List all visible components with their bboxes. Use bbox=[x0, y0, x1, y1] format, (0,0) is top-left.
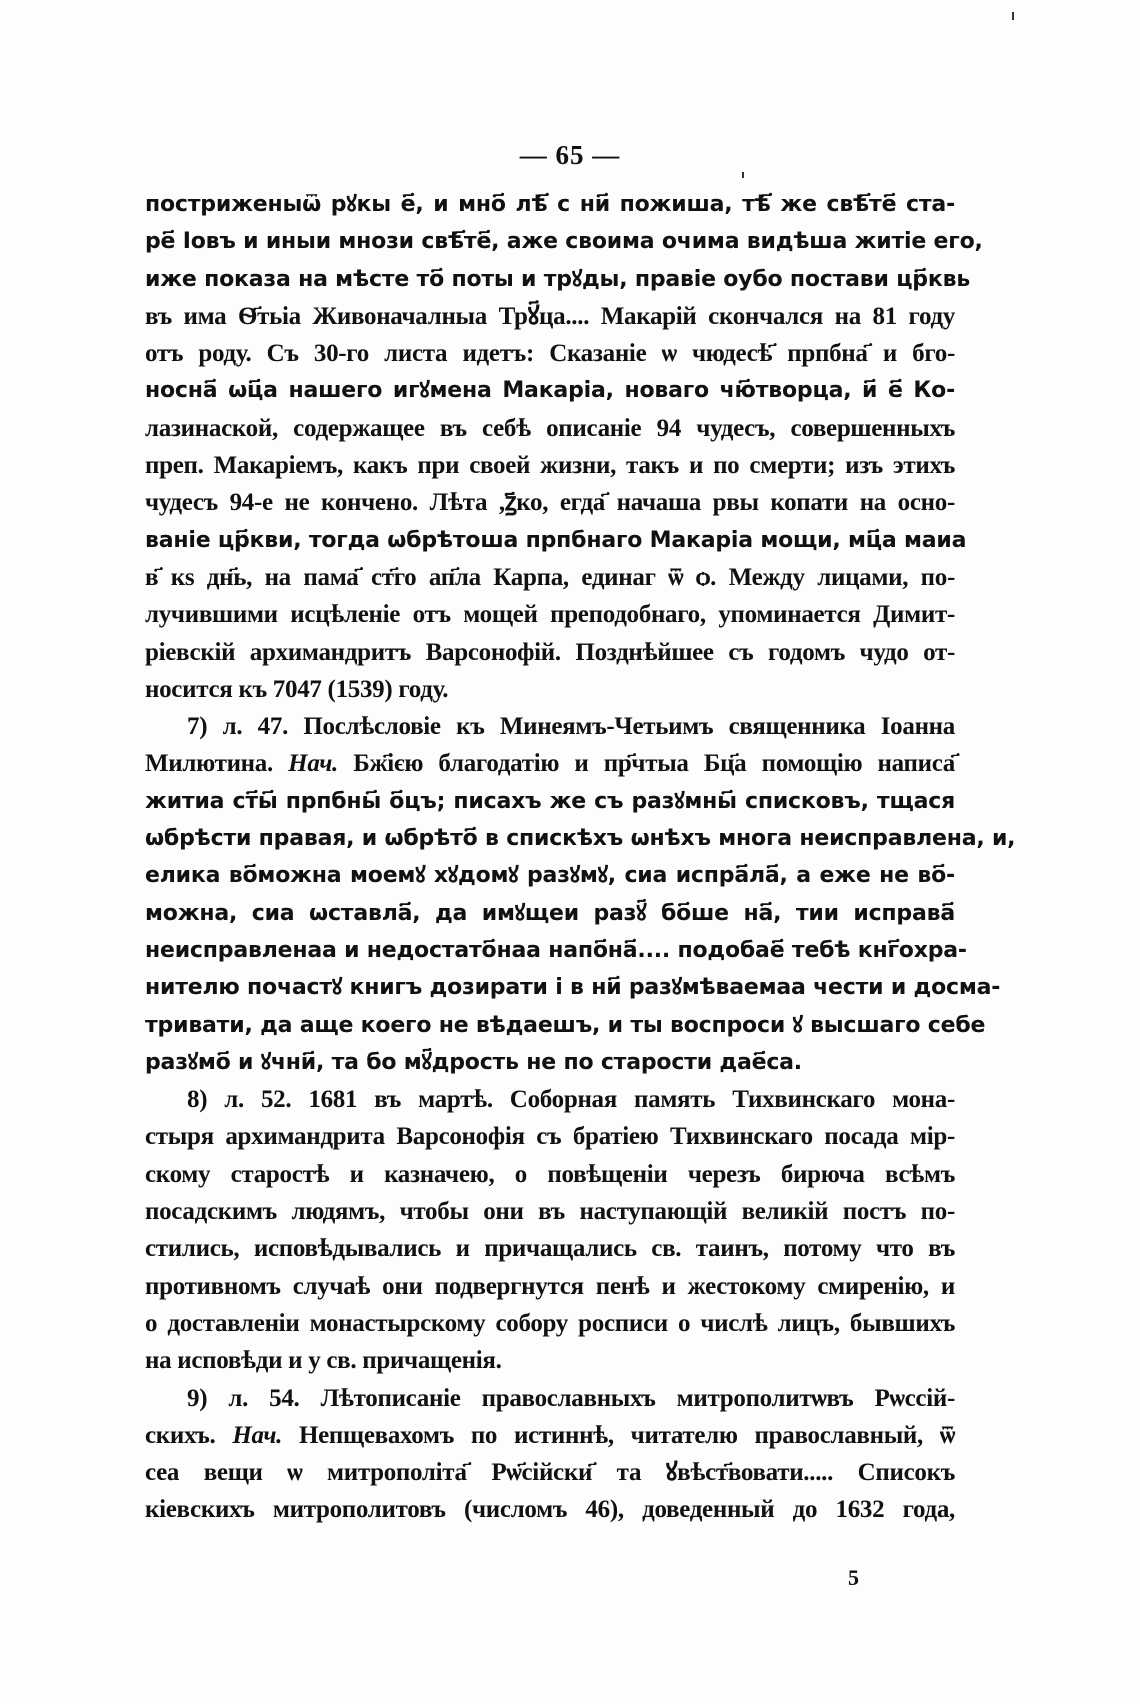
text-line: неисправленаа и недостато҃наа напо҃на҃.... подобае҃ тебѣ кнг҃охра- bbox=[145, 937, 967, 963]
text-line: нителю почастꙋ книгъ дозирати і в ни҃ разꙋмѣваемаа чести и досма- bbox=[145, 975, 1001, 1001]
text-line: Милютина. Нач. Бж҃ією благодатію и пр҃чтыа Бц҃а помощію написа҃ bbox=[145, 750, 955, 778]
text-line: ваніе цр҃кви, тогда ѡбрѣтоша прпбнаго Макаріа мощи, мц҃а маиа bbox=[145, 527, 967, 553]
text-line: посадскимъ людямъ, чтобы они въ наступающій великій постъ по- bbox=[145, 1198, 955, 1226]
text-line: противномъ случаѣ они подвергнутся пенѣ и жестокому смиренію, и bbox=[145, 1272, 955, 1300]
body-text bbox=[145, 186, 1016, 1529]
text-line: ре҃ Іовъ и иныи мнози свѣ҃те҃, аже своима очима видѣша житіе его, bbox=[145, 229, 983, 255]
text-line: лазинаской, содержащее въ себѣ описаніе 94 чудесъ, совершенныхъ bbox=[145, 414, 955, 442]
text-line: преп. Макаріемъ, какъ при своей жизни, такъ и по смерти; изъ этихъ bbox=[145, 452, 955, 480]
text-line: о доставленіи монастырскому собору росписи о числѣ лицъ, бывшихъ bbox=[145, 1309, 955, 1337]
text-line: в҃ кѕ дн҃ь, на пама҃ ст҃го ап҃ла Карпа, единаг ѿ ѻ. Между лицами, по- bbox=[145, 563, 955, 591]
text-line: тривати, да аще коего не вѣдаешъ, и ты воспроси ꙋ высшаго себе bbox=[145, 1012, 986, 1038]
text-line: ѡбрѣсти правая, и ѡбрѣто҃ в спискѣхъ ѡнѣхъ многа неисправлена, и, bbox=[145, 826, 1016, 852]
text-line: скихъ. Нач. Непщевахомъ по истиннѣ, читателю православный, ѿ bbox=[145, 1421, 955, 1449]
text-line: житиа ст҃ы҃ прпбны҃ о҃цъ; писахъ же съ разꙋмны҃ списковъ, тщася bbox=[145, 788, 955, 814]
text-line: скому старостѣ и казначею, о повѣщеніи черезъ бирюча всѣмъ bbox=[145, 1160, 955, 1188]
text-line: ріевскій архимандритъ Варсонофій. Позднѣйшее съ годомъ чудо от- bbox=[145, 638, 955, 666]
text-line: разꙋмо҃ и ꙋчни҃, та бо мꙋ҃дрость не по старости дае҃са. bbox=[145, 1049, 802, 1075]
text-line: отъ роду. Съ 30-го листа идетъ: Сказаніе ѡ чюдесѣ҃ прпбна҃ и бго- bbox=[145, 340, 955, 368]
text-line: кіевскихъ митрополитовъ (числомъ 46), доведенный до 1632 года, bbox=[145, 1496, 955, 1524]
text-line: стыря архимандрита Варсонофія съ братіею Тихвинскаго посада мір- bbox=[145, 1123, 955, 1151]
text-line: 9) л. 54. Лѣтописаніе православныхъ митрополитѡвъ Рѡссій- bbox=[187, 1384, 955, 1412]
scan-speck bbox=[1012, 12, 1014, 20]
page-number: — 65 — bbox=[519, 140, 621, 170]
text-line: на исповѣди и у св. причащенія. bbox=[145, 1347, 502, 1375]
text-line: можна, сиа ѡставла҃, да имꙋщеи разꙋ҃ бо҃ше на҃, тии исправа҃ bbox=[145, 900, 955, 926]
scan-speck bbox=[742, 172, 744, 178]
abbrev-beginning: Нач. bbox=[288, 750, 338, 778]
text-line: 7) л. 47. Послѣсловіе къ Минеямъ-Четьимъ священника Іоанна bbox=[187, 713, 955, 741]
text-line: 8) л. 52. 1681 въ мартѣ. Соборная память Тихвинскаго мона- bbox=[187, 1086, 955, 1114]
text-line: носится къ 7047 (1539) году. bbox=[145, 675, 449, 703]
text-line: постриженыѿ рꙋкы е҃, и мно҃ лѣ҃ с ни҃ пожиша, тѣ҃ же свѣ҃те҃ ста- bbox=[145, 192, 955, 217]
abbrev-beginning: Нач. bbox=[232, 1421, 283, 1449]
text-line: сеа вещи ѡ митрополіта҃ Рѡ҃сійски҃ та ꙋвѣст҃вовати..... Списокъ bbox=[145, 1459, 955, 1487]
text-line: стились, исповѣдывались и причащались св. таинъ, потому что въ bbox=[145, 1235, 955, 1263]
text-line: чудесъ 94-е не кончено. Лѣта ,ꙁ҃ко, егда҃ начаша рвы копати на осно- bbox=[145, 489, 955, 517]
text-line: въ има Ѳ҃тьіа Живоначалныа Трꙋ҃ца.... Макарій скончался на 81 году bbox=[145, 302, 955, 330]
text-line: носна҃ ѡц҃а нашего игꙋмена Макаріа, новаго чю҃творца, и҃ е҃ Ко- bbox=[145, 378, 955, 404]
text-line: елика во҃можна моемꙋ хꙋдомꙋ разꙋмꙋ, сиа испра҃ла҃, а еже не во҃- bbox=[145, 863, 955, 889]
signature-mark: 5 bbox=[848, 1565, 859, 1590]
text-line: иже показа на мѣсте то҃ поты и трꙋды, правіе оубо постави цр҃квь bbox=[145, 266, 971, 292]
text-line: лучившими исцѣленіе отъ мощей преподобнаго, упоминается Димит- bbox=[145, 601, 955, 629]
